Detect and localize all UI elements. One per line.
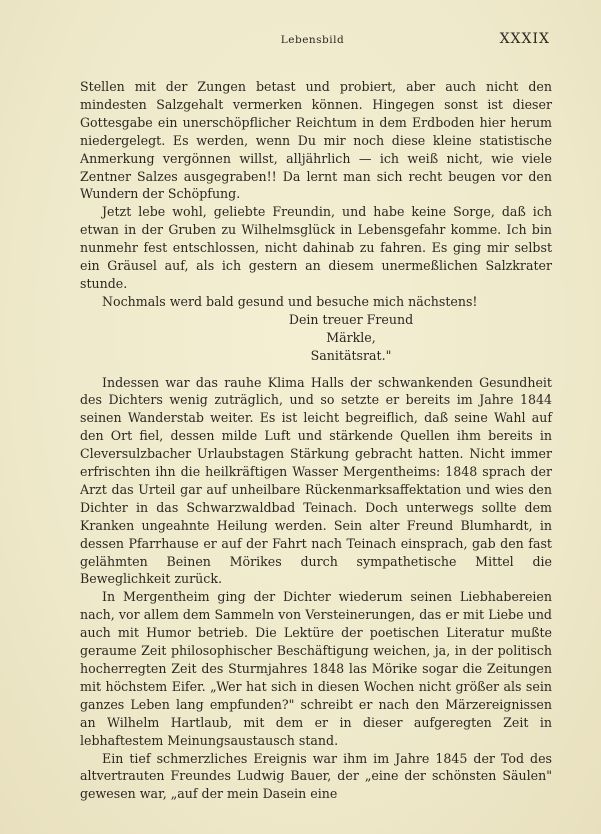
paragraph: Ein tief schmerzliches Ereignis war ihm im Jahre 1845 der Tod des altvertrauten Freundes Ludwig Bauer, der „eine der schönsten Säulen" gewesen war, „auf der mein Dasein eine: [80, 750, 552, 802]
paragraph: Nochmals werd bald gesund und besuche mich nächstens!: [102, 293, 478, 309]
signature-closing: Dein treuer Freund: [288, 311, 414, 327]
paragraph: Indessen war das rauhe Klima Halls der schwankenden Gesundheit des Dichters wenig zuträglich, und so setzte er bereits im Jahre 1844 seinen Wanderstab weiter. Es ist leicht begreiflich, daß seine Wahl auf den Ort fiel, dessen milde Luft und stärkende Quellen ihm bereits in Cleversulzbacher Urlaubstagen Stärkung gebracht hatten. Nicht immer erfrischten ihn die heilkräftigen Wasser Mergentheims: 1848 sprach der Arzt das Urteil gar auf unheilbare Rückenmarksaffektation und wies den Dichter in das Schwarzwaldbad Teinach. Doch unterwegs sollte dem Kranken ungeahnte Heilung werden. Sein alter Freund Blumhardt, in dessen Pfarrhause er auf der Fahrt nach Teinach einsprach, gab den fast gelähmten Beinen Mörikes durch sympathetische Mittel die Beweglichkeit zurück.: [80, 374, 552, 587]
running-title: Lebensbild: [280, 34, 345, 46]
page-header: [75, 30, 550, 50]
body-text: [80, 78, 552, 803]
page-number: XXXIX: [499, 31, 550, 47]
paragraph: Jetzt lebe wohl, geliebte Freundin, und habe keine Sorge, daß ich etwan in der Gruben zu Wilhelmsglück in Lebensgefahr komme. Ich bin nunmehr fest entschlossen, nicht dahinab zu fahren. Es ging mir selbst ein Gräusel auf, als ich gestern an diesem unermeßlichen Salzkrater stunde.: [80, 204, 552, 291]
signature-name: Märkle,: [326, 329, 376, 345]
signature-title: Sanitätsrat.": [310, 347, 392, 363]
paragraph: In Mergentheim ging der Dichter wiederum seinen Liebhabereien nach, vor allem dem Sammeln von Versteinerungen, das er mit Liebe und auch mit Humor betrieb. Die Lektüre der poetischen Literatur mußte geraume Zeit philosophischer Beschäftigung weichen, ja, in der politisch hocherregten Zeit des Sturmjahres 1848 las Mörike sogar die Zeitungen mit höchstem Eifer. „Wer hat sich in diesen Wochen nicht größer als sein ganzes Leben lang empfunden?" schreibt er nach den Märzereignissen an Wilhelm Hartlaub, mit dem er in dieser aufgeregten Zeit in lebhaftestem Meinungsaustausch stand.: [80, 589, 552, 748]
paragraph: Stellen mit der Zungen betast und probiert, aber auch nicht den mindesten Salzgehalt vermerken können. Hingegen sonst ist dieser Gottesgabe ein unerschöpflicher Reichtum in dem Erdboden hier herum niedergelegt. Es werden, wenn Du mir noch diese kleine statistische Anmerkung vergönnen willst, alljährlich — ich weiß nicht, wie viele Zentner Salzes ausgegraben!! Da lernt man sich recht beugen vor den Wundern der Schöpfung.: [80, 79, 552, 202]
